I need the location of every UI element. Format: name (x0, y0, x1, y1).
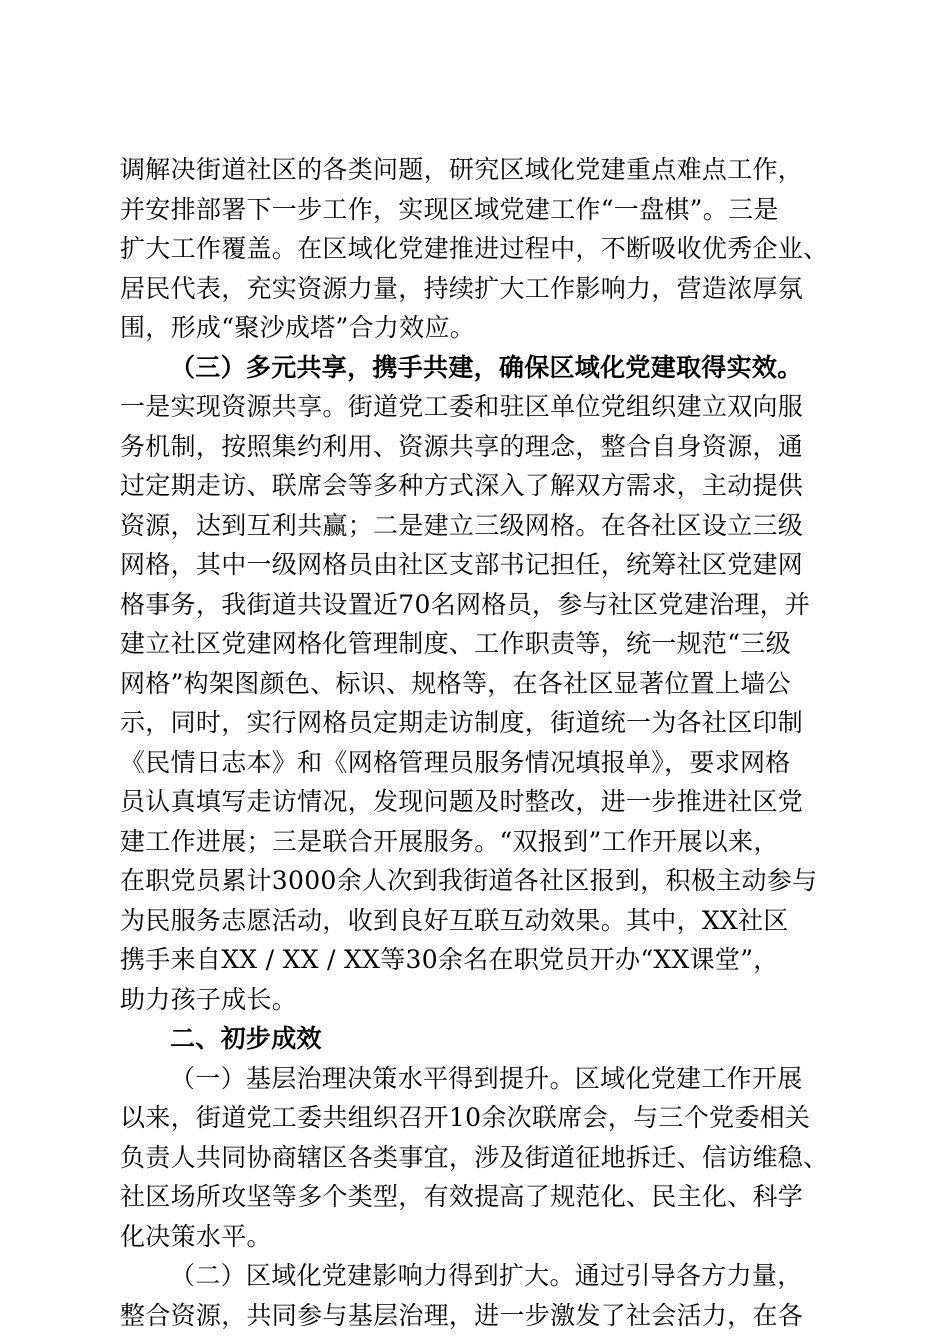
paragraph-line: 负责人共同协商辖区各类事宜，涉及街道征地拆迁、信访维稳、 (120, 1142, 829, 1172)
paragraph-line: 网格，其中一级网格员由社区支部书记担任，统筹社区党建网 (120, 550, 804, 579)
paragraph-line: 社区场所攻坚等多个类型，有效提高了规范化、民主化、科学 (120, 1182, 804, 1211)
paragraph-line: 过定期走访、联席会等多种方式深入了解双方需求，主动提供 (120, 471, 804, 500)
paragraph-line: （二）区域化党建影响力得到扩大。通过引导各方力量， (170, 1261, 803, 1290)
paragraph-line: 务机制，按照集约利用、资源共享的理念，整合自身资源，通 (120, 431, 804, 461)
paragraph-line: 在职党员累计3000余人次到我街道各社区报到，积极主动参与 (120, 866, 818, 895)
paragraph-line: 携手来自XX / XX / XX等30余名在职党员开办“XX课堂”， (120, 945, 779, 974)
paragraph-line: 示，同时，实行网格员定期走访制度，街道统一为各社区印制 (120, 708, 804, 737)
paragraph-line: （一）基层治理决策水平得到提升。区域化党建工作开展 (170, 1063, 803, 1093)
paragraph-line: 化决策水平。 (120, 1221, 272, 1251)
paragraph-line: 以来，街道党工委共组织召开10余次联席会，与三个党委相关 (120, 1103, 811, 1132)
paragraph-line: 建工作进展；三是联合开展服务。“双报到”工作开展以来， (120, 826, 779, 856)
paragraph-line: 扩大工作覆盖。在区域化党建推进过程中，不断吸收优秀企业、 (120, 234, 829, 263)
paragraph-line: 网格”构架图颜色、标识、规格等，在各社区显著位置上墙公 (120, 668, 791, 698)
paragraph-line: 为民服务志愿活动，收到良好互联互动效果。其中，XX社区 (120, 905, 789, 935)
paragraph-line: 助力孩子成长。 (120, 984, 298, 1014)
paragraph-line: 员认真填写走访情况，发现问题及时整改，进一步推进社区党 (120, 787, 804, 816)
paragraph-line: 居民代表，充实资源力量，持续扩大工作影响力，营造浓厚氛 (120, 273, 804, 303)
section-heading-line: （三）多元共享，携手共建，确保区域化党建取得实效。 (170, 352, 803, 382)
paragraph-line: 调解决街道社区的各类问题，研究区域化党建重点难点工作， (120, 155, 804, 184)
paragraph-line: 资源，达到互利共赢；二是建立三级网格。在各社区设立三级 (120, 510, 804, 540)
paragraph-line: 建立社区党建网格化管理制度、工作职责等，统一规范“三级 (120, 629, 791, 658)
paragraph-line: 整合资源，共同参与基层治理，进一步激发了社会活力，在各 (120, 1300, 804, 1330)
section-heading-line: 二、初步成效 (170, 1024, 322, 1053)
paragraph-line: 格事务，我街道共设置近70名网格员，参与社区党建治理，并 (120, 589, 811, 619)
paragraph-line: 《民情日志本》和《网格管理员服务情况填报单》，要求网格 (120, 747, 791, 777)
paragraph-line: 并安排部署下一步工作，实现区域党建工作“一盘棋”。三是 (120, 194, 779, 224)
paragraph-line: 一是实现资源共享。街道党工委和驻区单位党组织建立双向服 (120, 392, 804, 421)
document-body (120, 150, 830, 1335)
paragraph-line: 围，形成“聚沙成塔”合力效应。 (120, 313, 476, 342)
